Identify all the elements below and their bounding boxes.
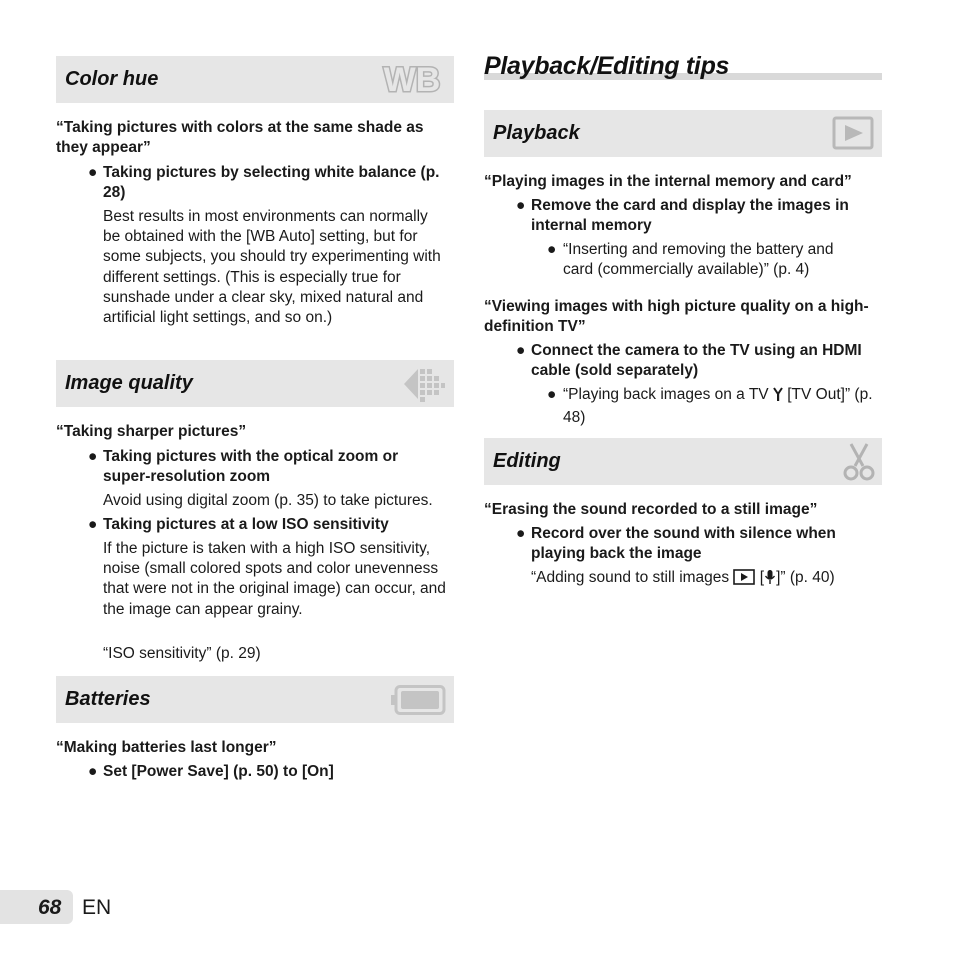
- image-quality-paragraph-2: If the picture is taken with a high ISO sensitivity, noise (small colored spots and color unevenness that were not in the original image) can occur, and the image can appear grainy.: [103, 540, 446, 618]
- playback-button-icon: [733, 569, 755, 591]
- sub-bullet-text: “Inserting and removing the battery and card (commercially available)” (p. 4): [563, 241, 834, 279]
- batteries-header: [56, 676, 454, 723]
- sub-bullet-text-end: [TV Out]” (p. 48): [563, 386, 873, 427]
- playback-question-1: “Playing images in the internal memory and card”: [484, 173, 852, 190]
- bullet-marker: ●: [88, 164, 98, 181]
- color-hue-title: Color hue: [65, 68, 159, 90]
- svg-text:WB: WB: [383, 62, 441, 98]
- tv-out-icon: [773, 386, 783, 408]
- playback-question-2: “Viewing images with high picture quality on a high-definition TV”: [484, 298, 869, 335]
- bullet-marker: ●: [88, 763, 98, 780]
- editing-header: [484, 438, 882, 485]
- image-quality-bullet-2: [88, 515, 456, 535]
- batteries-question: “Making batteries last longer”: [56, 739, 277, 756]
- wb-icon: [378, 62, 446, 103]
- bullet-text: Taking pictures by selecting white balance (p. 28): [103, 164, 440, 201]
- color-hue-bullet: [88, 163, 456, 203]
- bullet-text: Taking pictures at a low ISO sensitivity: [103, 516, 389, 533]
- bullet-marker: ●: [88, 516, 98, 533]
- reference-text-start: “Adding sound to still images: [531, 569, 730, 586]
- editing-title: Editing: [493, 450, 561, 472]
- sub-bullet-text-start: “Playing back images on a TV: [563, 386, 769, 403]
- image-quality-question: “Taking sharper pictures”: [56, 423, 247, 440]
- bullet-text: Set [Power Save] (p. 50) to [On]: [103, 763, 334, 780]
- playback-icon: [832, 116, 874, 155]
- bullet-text: Remove the card and display the images in internal memory: [531, 197, 849, 234]
- image-quality-header: [56, 360, 454, 407]
- bullet-marker: ●: [516, 525, 526, 542]
- bullet-text: Taking pictures with the optical zoom or super-resolution zoom: [103, 448, 399, 485]
- playback-header: [484, 110, 882, 157]
- battery-icon: [390, 685, 446, 720]
- bullet-marker: ●: [516, 197, 526, 214]
- playback-bullet-2: [516, 341, 876, 381]
- bullet-marker: ●: [88, 448, 98, 465]
- page-number-tab: [0, 890, 73, 924]
- reference-text-end: ]” (p. 40): [776, 569, 835, 586]
- bullet-marker: ●: [516, 342, 526, 359]
- image-quality-title: Image quality: [65, 372, 193, 394]
- page-title: Playback/Editing tips: [484, 52, 730, 80]
- adding-sound-reference: “Adding sound to still images [ ]” (p. 40): [531, 568, 876, 591]
- page-number: 68: [38, 896, 62, 919]
- bullet-marker: ●: [547, 241, 557, 258]
- color-hue-paragraph: Best results in most environments can normally be obtained with the [WB Auto] setting, but for some subjects, you should try experimenting with different settings. (This is especially true for sunshade under a clear sky, mixed natural and artificial light settings, and so on.): [103, 208, 441, 327]
- color-hue-header: [56, 56, 454, 103]
- image-quality-paragraph-1: Avoid using digital zoom (p. 35) to take pictures.: [103, 492, 433, 509]
- bullet-text: Record over the sound with silence when playing back the image: [531, 525, 836, 562]
- playback-sub-bullet-2: [547, 385, 877, 428]
- playback-sub-bullet-1: [547, 240, 867, 280]
- batteries-title: Batteries: [65, 688, 151, 710]
- language-code: EN: [82, 896, 112, 919]
- bullet-marker: ●: [547, 386, 557, 403]
- sub-bullet-text: [563, 385, 877, 428]
- microphone-icon: [764, 569, 776, 591]
- iso-sensitivity-reference: “ISO sensitivity” (p. 29): [103, 645, 261, 662]
- bullet-text: Connect the camera to the TV using an HDMI cable (sold separately): [531, 342, 862, 379]
- image-quality-icon: [402, 365, 446, 408]
- batteries-bullet: [88, 762, 448, 782]
- editing-bullet: [516, 524, 884, 564]
- editing-question: “Erasing the sound recorded to a still image”: [484, 501, 818, 518]
- image-quality-bullet-1: [88, 447, 448, 487]
- scissors-icon: [842, 442, 876, 487]
- playback-title: Playback: [493, 122, 580, 144]
- playback-bullet-1: [516, 196, 884, 236]
- color-hue-question: “Taking pictures with colors at the same shade as they appear”: [56, 119, 424, 156]
